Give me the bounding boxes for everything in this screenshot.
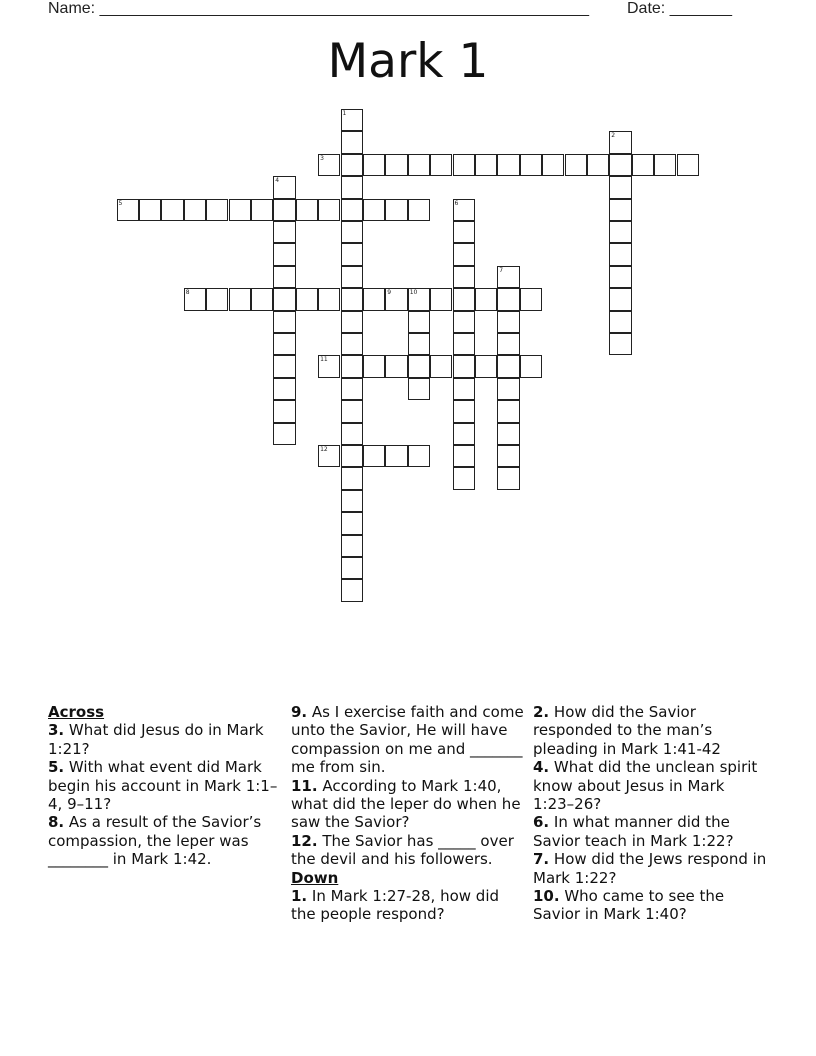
grid-cell[interactable]	[385, 199, 407, 221]
grid-cell[interactable]	[654, 154, 676, 176]
grid-cell[interactable]	[273, 266, 295, 288]
grid-cell[interactable]	[273, 176, 295, 198]
cell-number: 11	[320, 356, 328, 364]
grid-cell[interactable]	[520, 355, 542, 377]
grid-cell[interactable]	[609, 131, 631, 153]
grid-cell[interactable]	[453, 266, 475, 288]
grid-cell[interactable]	[341, 423, 363, 445]
clue-text: How did the Jews respond in Mark 1:22?	[533, 850, 767, 887]
grid-cell[interactable]	[206, 288, 228, 310]
grid-cell[interactable]	[453, 333, 475, 355]
grid-cell[interactable]	[408, 445, 430, 467]
grid-cell[interactable]	[385, 445, 407, 467]
clue-across-8	[48, 813, 284, 868]
grid-cell[interactable]	[497, 288, 519, 310]
grid-cell[interactable]	[609, 199, 631, 221]
date-field[interactable]: Date: _______	[627, 0, 732, 17]
grid-cell[interactable]	[341, 557, 363, 579]
clue-text: How did the Savior responded to the man’s pleading in Mark 1:41-42	[533, 703, 721, 758]
grid-cell[interactable]	[296, 288, 318, 310]
grid-cell[interactable]	[273, 333, 295, 355]
clue-number: 11.	[291, 776, 318, 795]
grid-cell[interactable]	[341, 176, 363, 198]
cell-number: 10	[409, 289, 418, 297]
clue-across-3	[48, 721, 284, 758]
grid-cell[interactable]	[385, 355, 407, 377]
clue-text: As a result of the Savior’s compassion, the leper was ________ in Mark 1:42.	[48, 813, 262, 869]
grid-cell[interactable]	[341, 221, 363, 243]
grid-cell[interactable]	[609, 288, 631, 310]
clue-number: 5.	[48, 758, 65, 777]
grid-cell[interactable]	[363, 288, 385, 310]
grid-cell[interactable]	[161, 199, 183, 221]
grid-cell[interactable]	[475, 154, 497, 176]
cell-number: 2	[611, 132, 616, 140]
grid-cell[interactable]	[475, 355, 497, 377]
grid-cell[interactable]	[341, 243, 363, 265]
grid-cell[interactable]	[341, 199, 363, 221]
cell-number: 1	[342, 110, 347, 117]
grid-cell[interactable]	[341, 400, 363, 422]
clue-across-9	[291, 703, 527, 777]
grid-cell[interactable]	[318, 154, 340, 176]
grid-cell[interactable]	[117, 199, 139, 221]
clue-down-7	[533, 850, 769, 887]
clue-down-6	[533, 813, 769, 850]
clue-text: Who came to see the Savior in Mark 1:40?	[533, 887, 725, 924]
grid-cell[interactable]	[408, 333, 430, 355]
grid-cell[interactable]	[229, 288, 251, 310]
grid-cell[interactable]	[453, 243, 475, 265]
grid-cell[interactable]	[497, 333, 519, 355]
grid-cell[interactable]	[677, 154, 699, 176]
grid-cell[interactable]	[453, 423, 475, 445]
across-heading: Across	[48, 703, 105, 721]
clue-number: 8.	[48, 813, 65, 832]
clue-number: 1.	[291, 887, 308, 906]
grid-cell[interactable]	[318, 355, 340, 377]
grid-cell[interactable]	[430, 288, 452, 310]
grid-cell[interactable]	[497, 378, 519, 400]
grid-cell[interactable]	[385, 154, 407, 176]
grid-cell[interactable]	[408, 154, 430, 176]
grid-cell[interactable]	[609, 243, 631, 265]
clue-number: 9.	[291, 703, 308, 721]
clue-text: In Mark 1:27-28, how did the people respond?	[291, 887, 500, 924]
grid-cell[interactable]	[184, 288, 206, 310]
grid-cell[interactable]	[632, 154, 654, 176]
clue-number: 3.	[48, 721, 65, 740]
grid-cell[interactable]	[363, 199, 385, 221]
clue-across-12	[291, 832, 527, 869]
grid-cell[interactable]	[430, 355, 452, 377]
clue-down-1	[291, 887, 527, 924]
clue-across-5	[48, 758, 284, 813]
cell-number: 7	[499, 266, 504, 274]
grid-cell[interactable]	[497, 467, 519, 489]
grid-cell[interactable]	[341, 288, 363, 310]
grid-cell[interactable]	[341, 535, 363, 557]
grid-cell[interactable]	[453, 221, 475, 243]
clue-text: In what manner did the Savior teach in Mark 1:22?	[533, 813, 734, 850]
grid-cell[interactable]	[341, 378, 363, 400]
clue-text: With what event did Mark begin his account in Mark 1:1–4, 9–11?	[48, 758, 278, 814]
grid-cell[interactable]	[206, 199, 228, 221]
grid-cell[interactable]	[408, 199, 430, 221]
clue-text: According to Mark 1:40, what did the leper do when he saw the Savior?	[291, 776, 521, 832]
grid-cell[interactable]	[453, 154, 475, 176]
clue-down-4	[533, 758, 769, 813]
grid-cell[interactable]	[273, 400, 295, 422]
grid-cell[interactable]	[497, 154, 519, 176]
grid-cell[interactable]	[273, 199, 295, 221]
cell-number: 5	[118, 199, 123, 207]
grid-cell[interactable]	[341, 445, 363, 467]
grid-cell[interactable]	[453, 288, 475, 310]
grid-cell[interactable]	[184, 199, 206, 221]
grid-cell[interactable]	[408, 355, 430, 377]
clue-number: 7.	[533, 850, 550, 869]
clues-column-2	[291, 703, 527, 924]
grid-cell[interactable]	[341, 490, 363, 512]
grid-cell[interactable]	[609, 333, 631, 355]
grid-cell[interactable]	[520, 288, 542, 310]
clue-number: 6.	[533, 813, 550, 832]
cell-number: 12	[320, 446, 328, 453]
grid-cell[interactable]	[273, 288, 295, 310]
grid-cell[interactable]	[273, 355, 295, 377]
clue-number: 12.	[291, 831, 318, 850]
clue-text: The Savior has _____ over the devil and his followers.	[291, 831, 514, 869]
cell-number: 3	[320, 154, 324, 162]
clues-column-1	[48, 703, 284, 869]
grid-cell[interactable]	[229, 199, 251, 221]
clue-down-10	[533, 887, 769, 924]
grid-cell[interactable]	[408, 311, 430, 333]
grid-cell[interactable]	[273, 378, 295, 400]
grid-cell[interactable]	[318, 445, 340, 467]
grid-cell[interactable]	[453, 445, 475, 467]
grid-cell[interactable]	[251, 199, 273, 221]
cell-number: 4	[275, 177, 280, 185]
down-heading: Down	[291, 868, 339, 887]
grid-cell[interactable]	[139, 199, 161, 221]
clue-number: 2.	[533, 703, 550, 721]
grid-cell[interactable]	[363, 355, 385, 377]
cell-number: 8	[185, 289, 190, 297]
grid-cell[interactable]	[341, 355, 363, 377]
grid-cell[interactable]	[453, 355, 475, 377]
grid-cell[interactable]	[497, 423, 519, 445]
grid-cell[interactable]	[296, 199, 318, 221]
clue-number: 10.	[533, 887, 560, 906]
grid-cell[interactable]	[497, 355, 519, 377]
grid-cell[interactable]	[341, 266, 363, 288]
grid-cell[interactable]	[609, 221, 631, 243]
grid-cell[interactable]	[565, 154, 587, 176]
grid-cell[interactable]	[497, 400, 519, 422]
grid-cell[interactable]	[408, 288, 430, 310]
grid-cell[interactable]	[453, 199, 475, 221]
grid-cell[interactable]	[341, 154, 363, 176]
grid-cell[interactable]	[341, 131, 363, 153]
clues-column-3	[533, 703, 769, 924]
grid-cell[interactable]	[542, 154, 564, 176]
clue-number: 4.	[533, 758, 550, 777]
grid-cell[interactable]	[453, 378, 475, 400]
clue-text: What did Jesus do in Mark 1:21?	[48, 721, 264, 758]
grid-cell[interactable]	[363, 154, 385, 176]
clue-across-11	[291, 777, 527, 832]
clue-text: As I exercise faith and come unto the Savior, He will have compassion on me and _______ me from sin.	[291, 703, 524, 777]
grid-cell[interactable]	[341, 333, 363, 355]
grid-cell[interactable]	[430, 154, 452, 176]
grid-cell[interactable]	[497, 445, 519, 467]
page-title: Mark 1	[327, 34, 489, 89]
grid-cell[interactable]	[609, 266, 631, 288]
grid-cell[interactable]	[341, 579, 363, 601]
grid-cell[interactable]	[341, 311, 363, 333]
name-field[interactable]: Name: _______________________________________________________	[48, 0, 589, 17]
cell-number: 9	[387, 289, 392, 297]
grid-cell[interactable]	[363, 445, 385, 467]
grid-cell[interactable]	[341, 512, 363, 534]
grid-cell[interactable]	[273, 243, 295, 265]
grid-cell[interactable]	[318, 288, 340, 310]
grid-cell[interactable]	[273, 311, 295, 333]
grid-cell[interactable]	[341, 109, 363, 131]
grid-cell[interactable]	[453, 400, 475, 422]
grid-cell[interactable]	[587, 154, 609, 176]
clue-text: What did the unclean spirit know about Jesus in Mark 1:23–26?	[533, 758, 758, 814]
clue-down-2	[533, 703, 769, 758]
grid-cell[interactable]	[341, 467, 363, 489]
cell-number: 6	[454, 199, 459, 207]
grid-cell[interactable]	[609, 176, 631, 198]
grid-cell[interactable]	[453, 467, 475, 489]
grid-cell[interactable]	[318, 199, 340, 221]
grid-cell[interactable]	[453, 311, 475, 333]
grid-cell[interactable]	[385, 288, 407, 310]
grid-cell[interactable]	[408, 378, 430, 400]
grid-cell[interactable]	[497, 311, 519, 333]
grid-cell[interactable]	[273, 423, 295, 445]
grid-cell[interactable]	[273, 221, 295, 243]
grid-cell[interactable]	[609, 154, 631, 176]
grid-cell[interactable]	[475, 288, 497, 310]
grid-cell[interactable]	[609, 311, 631, 333]
grid-cell[interactable]	[497, 266, 519, 288]
grid-cell[interactable]	[520, 154, 542, 176]
grid-cell[interactable]	[251, 288, 273, 310]
